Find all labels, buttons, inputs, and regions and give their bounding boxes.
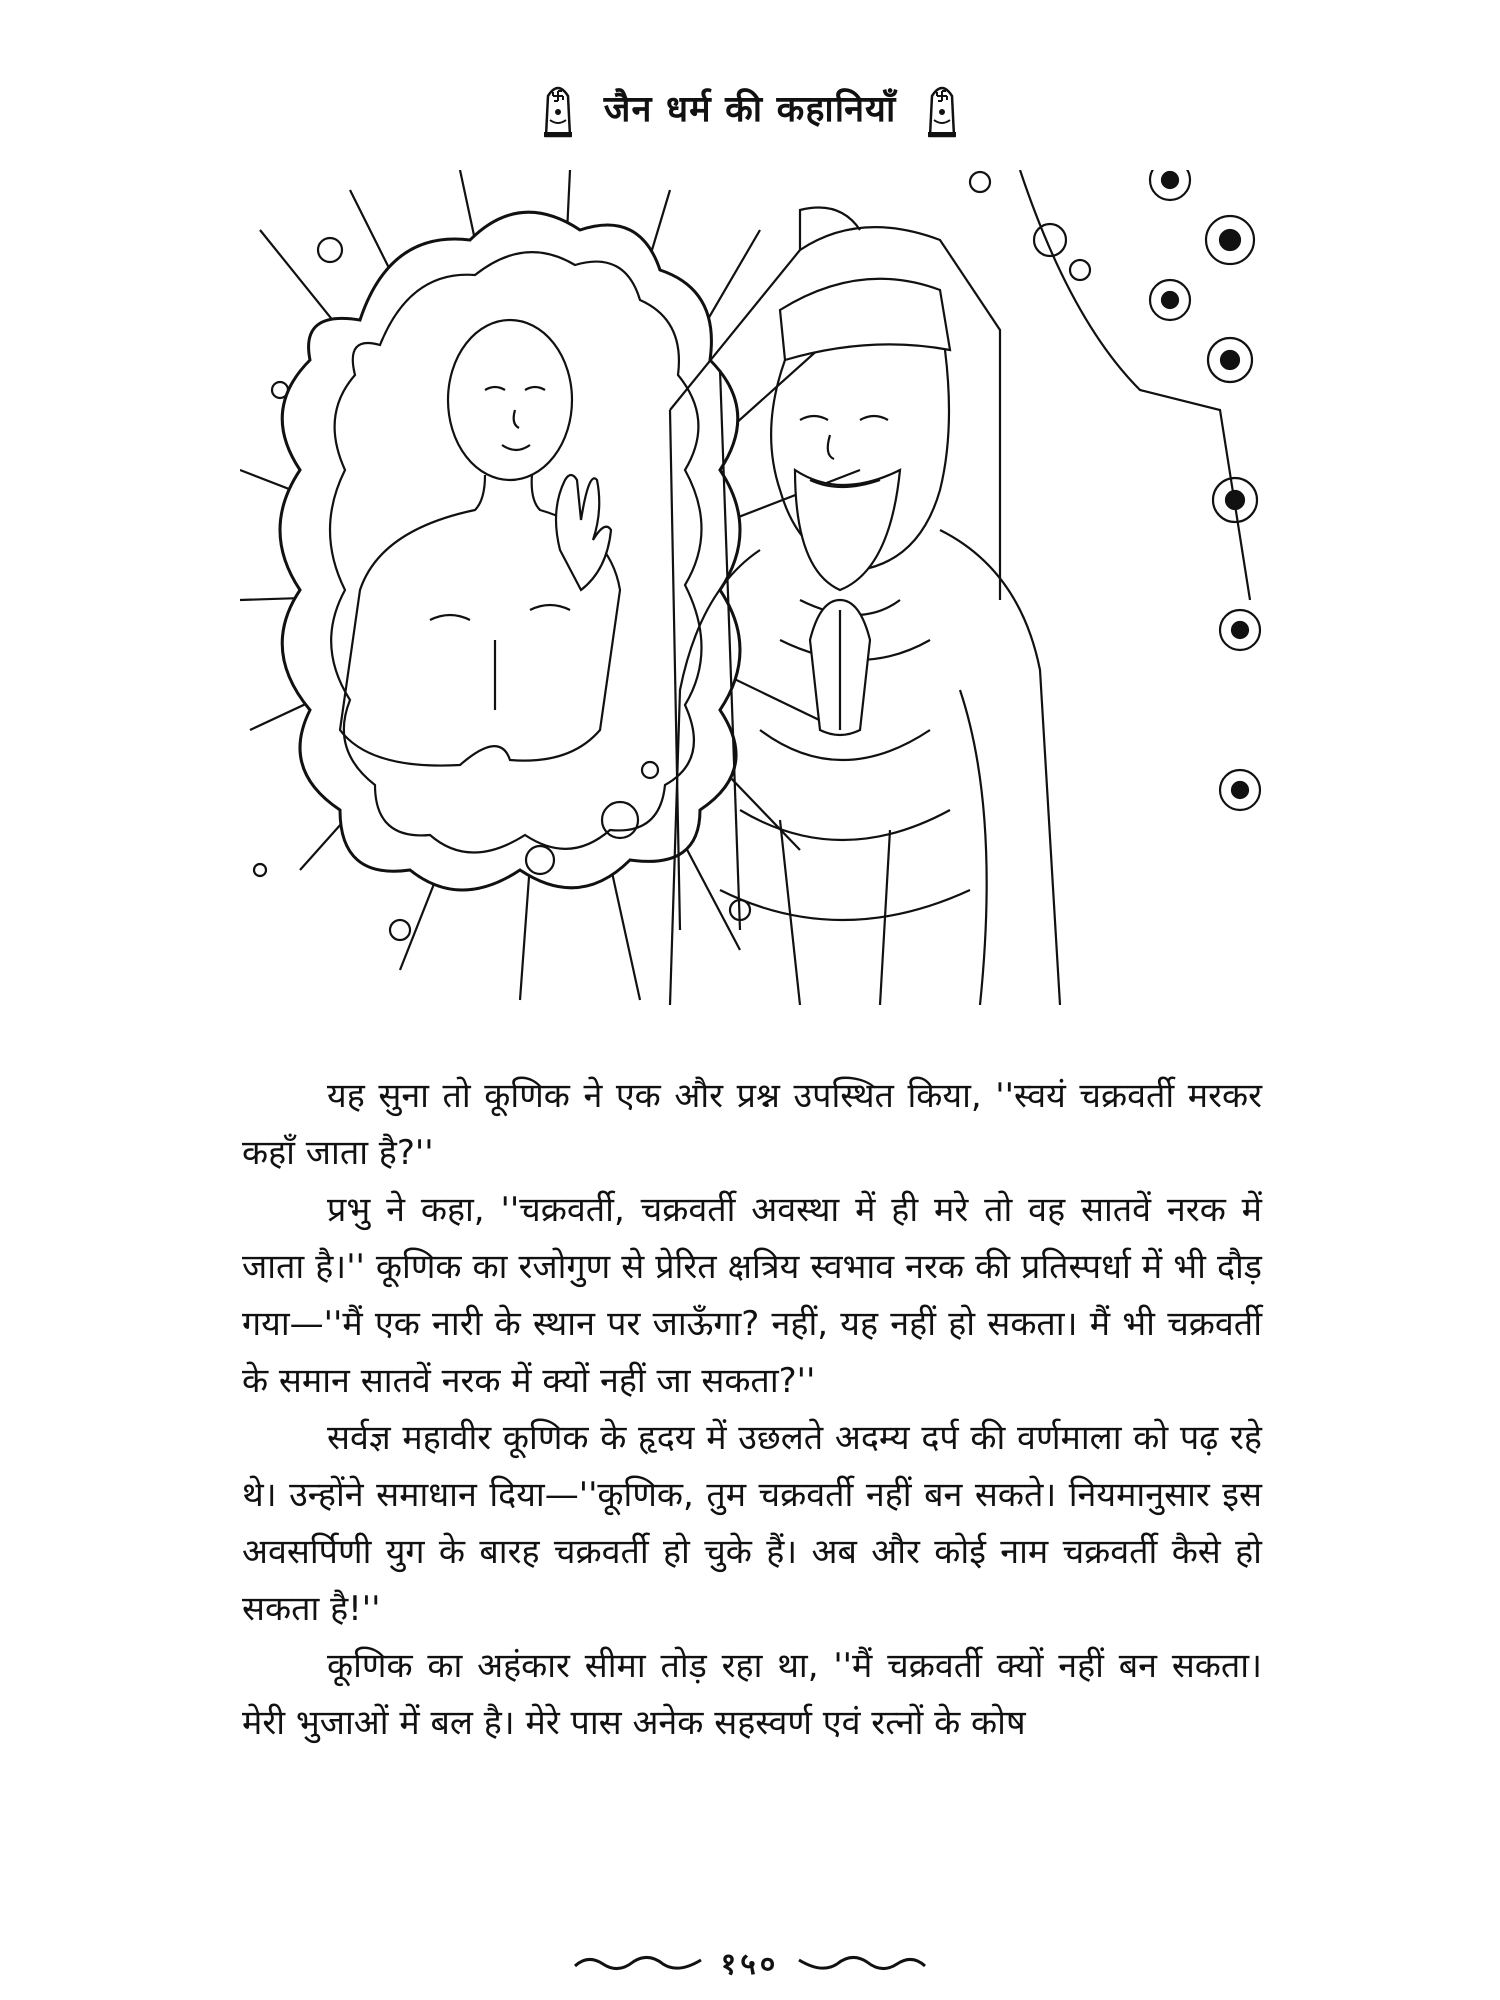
story-illustration	[240, 170, 1265, 1005]
paragraph: सर्वज्ञ महावीर कूणिक के हृदय में उछलते अदम्य दर्प की वर्णमाला को पढ़ रहे थे। उन्होंने समाधान दिया—''कूणिक, तुम चक्रवर्ती नहीं बन सकते। नियमानुसार इस अवसर्पिणी युग के बारह चक्रवर्ती हो चुके हैं। अब और कोई नाम चक्रवर्ती कैसे हो सकता है!''	[242, 1418, 1262, 1629]
running-header	[0, 72, 1500, 142]
flourish-ornament-icon	[797, 1952, 927, 1974]
page-number: १५०	[720, 1947, 780, 1982]
king-crown	[780, 279, 950, 360]
paragraph: प्रभु ने कहा, ''चक्रवर्ती, चक्रवर्ती अवस्था में ही मरे तो वह सातवें नरक में जाता है।'' कूणिक का रजोगुण से प्रेरित क्षत्रिय स्वभाव नरक की प्रतिस्पर्धा में भी दौड़ गया—''मैं एक नारी के स्थान पर जाऊँगा? नहीं, यह नहीं हो सकता। मैं भी चक्रवर्ती के समान सातवें नरक में क्यों नहीं जा सकता?''	[242, 1190, 1262, 1401]
book-title: जैन धर्म की कहानियाँ	[603, 88, 897, 130]
paragraph: यह सुना तो कूणिक ने एक और प्रश्न उपस्थित किया, ''स्वयं चक्रवर्ती मरकर कहाँ जाता है?''	[242, 1076, 1262, 1173]
aura-cloud	[280, 212, 740, 890]
story-text	[242, 1068, 1262, 1752]
paragraph: कूणिक का अहंकार सीमा तोड़ रहा था, ''मैं चक्रवर्ती क्यों नहीं बन सकता। मेरी भुजाओं में बल है। मेरे पास अनेक सहस्वर्ण एवं रत्नों के कोष	[242, 1646, 1262, 1743]
flourish-ornament-icon	[573, 1952, 703, 1974]
page-footer	[0, 1942, 1500, 1983]
swastika-emblem-icon	[538, 76, 578, 138]
swastika-emblem-icon	[922, 76, 962, 138]
curtain-pattern	[1150, 170, 1260, 810]
